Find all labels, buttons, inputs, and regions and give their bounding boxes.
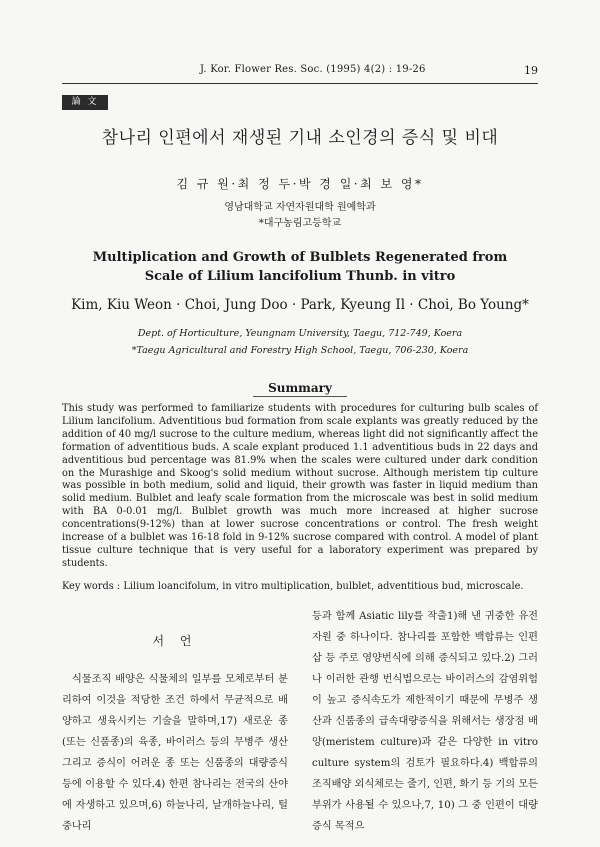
affiliation-english-2: *Taegu Agricultural and Forestry High School, Taegu, 706-230, Koera: [131, 345, 469, 356]
keywords-text: Lilium loancifolum, in vitro multiplication, bulblet, adventitious bud, microscale.: [123, 581, 524, 592]
title-korean: 참나리 인편에서 재생된 기내 소인경의 증식 및 비대: [101, 128, 499, 148]
summary-heading: Summary: [268, 381, 332, 395]
running-head: [0, 64, 600, 80]
abstract-text: This study was performed to familiarize students with procedures for culturing bulb scales of Lilium lancifolium. Adventitious bud formation from scale explants was greatly reduced by the addition of 40 mg/l sucrose to the culture medium, whereas light did not significantly affect the formation of adventitious buds. A scale explant produced 1.1 adventitious buds in 22 days and adventitious bud percentage was 81.9% when the scales were cultured under dark condition on the Murashige and Skoog's solid medium without sucrose. Although meristem tip culture was possible in both medium, solid and liquid, their growth was faster in liquid medium than solid medium. Bulblet and leafy scale formation from the microscale was best in solid medium with BA 0-0.01 mg/l. Bulblet growth was much more increased at higher sucrose concentrations(9-12%) than at lower sucrose concentrations or control. The fresh weight increase of a bulblet was 16-18 fold in 9-12% sucrose compared with control. A model of plant tissue culture technique that is very useful for a laboratory experiment was prepared by students.: [62, 403, 538, 569]
column-right: [312, 606, 538, 837]
affiliation-english-1: Dept. of Horticulture, Yeungnam University, Taegu, 712-749, Koera: [137, 328, 463, 339]
title-english-line-2: Scale of Lilium lancifolium Thunb. in vitro: [144, 269, 456, 284]
intro-paragraph-left: 식물조직 배양은 식물체의 일부를 모체로부터 분리하여 이것을 적당한 조건 하에서 무균적으로 배양하고 생육시키는 기술을 말하며,17) 새로운 종(또는 신품종)의 육종, 바이러스 등의 무병주 생산 그리고 증식이 어려운 종 또는 신품종의 대량증식 등에 이용할 수 있다.4) 한편 참나리는 전국의 산야에 자생하고 있으며,6) 하늘나리, 날개하늘나리, 털중나리: [62, 674, 288, 832]
page-number: 19: [524, 64, 538, 77]
keywords-line: [62, 580, 538, 593]
authors-english: Kim, Kiu Weon · Choi, Jung Doo · Park, Kyeung Il · Choi, Bo Young*: [71, 297, 529, 313]
authors-korean: 김 규 원·최 정 두·박 경 일·최 보 영*: [176, 177, 424, 191]
section-heading-introduction: 서 언: [152, 634, 198, 648]
title-english-line-1: Multiplication and Growth of Bulblets Regenerated from: [92, 250, 508, 265]
affiliation-korean-1: 영남대학교 자연자원대학 원예학과: [224, 202, 376, 213]
article-type-badge: 論 文: [62, 95, 108, 110]
affiliation-korean-2: *대구농림고등학교: [258, 218, 342, 229]
header-rule: [62, 83, 538, 84]
keywords-label: Key words :: [62, 581, 121, 592]
summary-underline: [253, 396, 347, 397]
column-left: [62, 606, 288, 837]
journal-citation: J. Kor. Flower Res. Soc. (1995) 4(2) : 19-26: [200, 64, 426, 75]
title-english: [0, 248, 600, 286]
intro-paragraph-right: 등과 함께 Asiatic lily를 작출1)해 낸 귀중한 유전자원 중 하나이다. 참나리를 포함한 백합류는 인편삽 등 주로 영양번식에 의해 증식되고 있다.2) 그러나 이러한 관행 번식법으로는 바이러스의 감염위험이 높고 증식속도가 제한적이기 때문에 무병주 생산과 신품종의 급속대량증식을 위해서는 생장점 배양(meristem culture)과 같은 다양한 in vitro culture system의 검토가 필요하다.4) 백합류의 조직배양 외식체로는 줄기, 인편, 화기 등 기의 모든 부위가 사용될 수 있으나,7, 10) 그 중 인편이 대량증식 목적으: [312, 611, 538, 832]
